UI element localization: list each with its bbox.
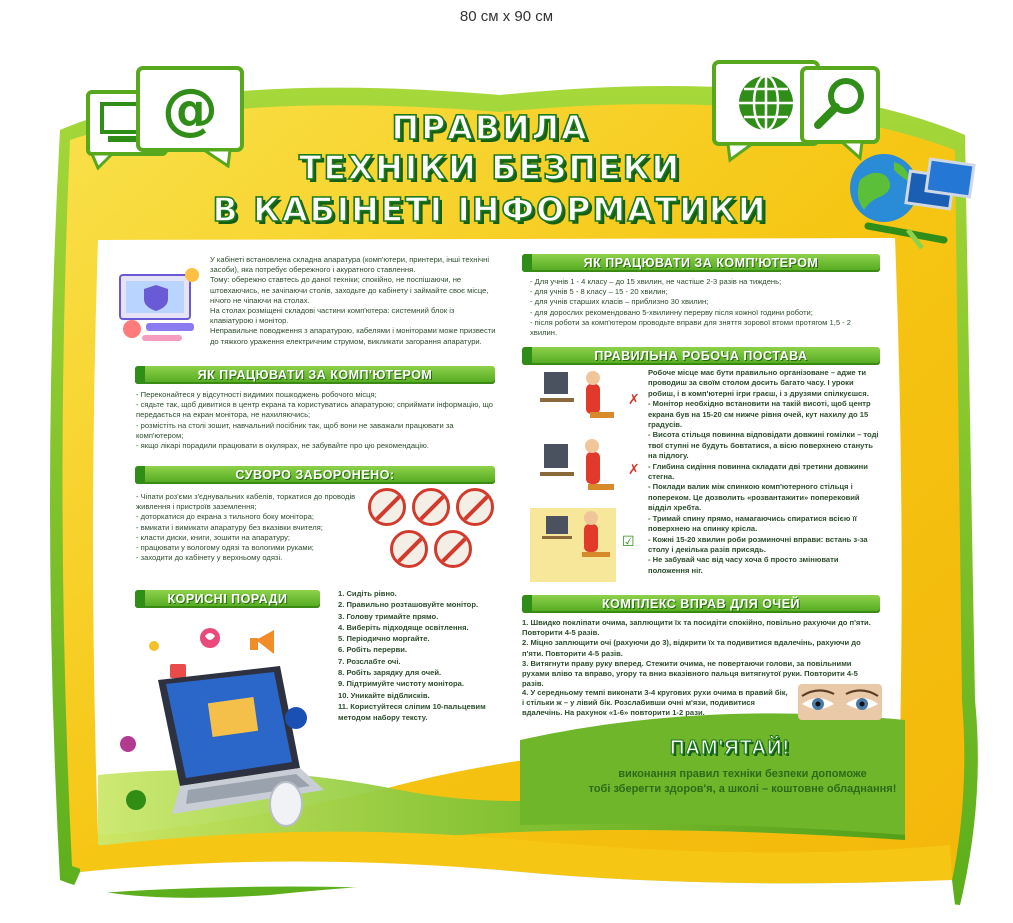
prohibition-sign-icon — [412, 488, 450, 526]
title-line-3: В КАБІНЕТІ ІНФОРМАТИКИ — [212, 190, 768, 229]
list-item: 4. Виберіть підходяще освітлення. — [338, 622, 469, 632]
svg-text:☑: ☑ — [622, 534, 635, 550]
eyes-list-bottom — [522, 688, 790, 719]
work-right-list — [530, 277, 880, 338]
computer-security-illustration — [112, 257, 204, 347]
section-title-forbidden: СУВОРО ЗАБОРОНЕНО: — [135, 466, 495, 484]
svg-text:✗: ✗ — [628, 392, 640, 408]
list-item: - Глибина сидіння повинна складати дві третини довжини стегна. — [648, 461, 868, 482]
intro-paragraph: У кабінеті встановлена складна апаратура (комп'ютери, принтери, інші технічні засоби), яка потребує обережного і акуратного ставлення. — [210, 255, 490, 275]
intro-paragraph: Тому: обережно ставтесь до даної техніки; спокійно, не поспішаючи, не штовхаючись, не зачіпаючи столів, заходьте до кабінету і займайте своє місце, нічого не чіпаючи на столах. — [210, 275, 489, 305]
list-item: 9. Підтримуйте чистоту монітора. — [338, 679, 465, 689]
svg-text:✗: ✗ — [628, 462, 640, 478]
prohibition-sign-icon — [456, 488, 494, 526]
list-item: 2. Міцно заплющити очі (рахуючи до 3), відкрити їх та подивитися вдалечінь, рахуючи до п'яти. Повторити 4-5 разів. — [522, 638, 861, 658]
intro-paragraph: Неправильне поводження з апаратурою, кабелями і моніторами може призвести до тяжкого ураження електричним струмом, викликати загорання апаратури. — [210, 326, 496, 346]
list-item: - Для учнів 1 - 4 класу – до 15 хвилин, не частіше 2-3 разів на тиждень; — [530, 277, 782, 286]
list-item: - заходити до кабінету у верхньому одязі. — [136, 553, 283, 563]
list-item: 3. Голову тримайте прямо. — [338, 611, 439, 621]
section-title-tips: КОРИСНІ ПОРАДИ — [135, 590, 320, 608]
title-line-1: ПРАВИЛА — [391, 108, 589, 147]
list-item: - Не забувай час від часу хоча б просто змінювати положення ніг. — [648, 555, 839, 575]
list-item: - для дорослих рекомендовано 5-хвилинну перерву після кожної години роботи; — [530, 307, 813, 317]
list-item: - доторкатися до екрана з тильного боку монітора; — [136, 512, 314, 522]
list-item: 6. Робіть перерви. — [338, 645, 408, 655]
list-item: 2. Правильно розташовуйте монітор. — [338, 600, 479, 610]
list-item: - класти диски, книги, зошити на апаратуру; — [136, 532, 291, 542]
list-item: - розмістіть на столі зошит, навчальний посібник так, щоб вони не заважали працювати за комп'ютером; — [136, 420, 454, 440]
list-item: - вмикати і вимикати апаратуру без вказівки вчителя; — [136, 522, 323, 532]
laptop-illustration — [110, 618, 340, 828]
title-line-2: ТЕХНІКИ БЕЗПЕКИ — [298, 148, 682, 187]
list-item: 1. Швидко покліпати очима, заплющити їх та посидіти спокійно, повільно рахуючи до п'яти. Повторити 4-5 разів. — [522, 618, 871, 638]
forbidden-list — [136, 492, 366, 563]
list-item: 10. Уникайте відблисків. — [338, 690, 430, 700]
list-item: 5. Періодично моргайте. — [338, 634, 430, 644]
intro-paragraph: На столах розміщені складові частини комп'ютера: системний блок із клавіатурою і монітор. — [210, 306, 455, 326]
list-item: Робоче місце має бути правильно організоване – адже ти проводиш за своїм столом досить багато часу. І уроки робиш, і в комп'ютерні ігри граєш, і з друзями спілкуєшся. — [648, 368, 869, 398]
eyes-photo — [798, 684, 882, 720]
section-title-posture: ПРАВИЛЬНА РОБОЧА ПОСТАВА — [522, 347, 880, 365]
list-item: - Монітор необхідно встановити на такій висоті, щоб центр екрана був на 15-20 см нижче рівня очей, кут нахилу до 15 градусів. — [648, 399, 871, 430]
prohibition-sign-icon — [368, 488, 406, 526]
posture-illustration — [530, 368, 640, 584]
section-title-work-right: ЯК ПРАЦЮВАТИ ЗА КОМП'ЮТЕРОМ — [522, 254, 880, 272]
prohibition-sign-icon — [434, 530, 472, 568]
section-title-work-left: ЯК ПРАЦЮВАТИ ЗА КОМП'ЮТЕРОМ — [135, 366, 495, 384]
remember-title: ПАМ'ЯТАЙ! — [669, 737, 791, 759]
list-item: - Чіпати роз'єми з'єднувальних кабелів, торкатися до проводів живлення і пристроїв заземлення; — [136, 492, 356, 512]
size-label: 80 см х 90 см — [459, 8, 554, 25]
list-item: - Переконайтеся у відсутності видимих пошкоджень робочого місця; — [136, 390, 377, 399]
intro-text — [210, 255, 498, 347]
list-item: - Тримай спину прямо, намагаючись спиратися всією її поверхнею на спинку крісла. — [648, 513, 857, 534]
list-item: 1. Сидіть рівно. — [338, 589, 397, 598]
list-item: - для учнів 5 - 8 класу – 15 - 20 хвилин; — [530, 287, 668, 297]
list-item: - Поклади валик між спинкою комп'ютерного стільця і попереком. Це дозволить «розвантажити» поперековий відділ хребта. — [648, 482, 860, 513]
work-left-list — [136, 390, 496, 451]
remember-text — [560, 767, 925, 797]
list-item: 7. Розслабте очі. — [338, 656, 401, 666]
list-item: - Кожні 15-20 хвилин роби розминочні вправи: встань з-за столу і декілька разів присядь. — [648, 534, 868, 554]
tips-list — [338, 588, 496, 724]
posture-list — [648, 368, 880, 576]
computer-globe-icon — [848, 148, 978, 252]
remember-line: виконання правил техніки безпеки допоможе — [618, 768, 867, 780]
section-title-eyes: КОМПЛЕКС ВПРАВ ДЛЯ ОЧЕЙ — [522, 595, 880, 613]
list-item: 4. У середньому темпі виконати 3-4 кругових рухи очима в правий бік, і стільки ж – у лівий бік. Розслабивши очні м'язи, подивитися вдалечінь. На рахунок «1-6» повторити 1-2 рази. — [522, 688, 788, 718]
list-item: - Висота стільця повинна відповідати довжині гомілки – тоді твої ступні не будуть бовтатися, а вісю поверхнею стануть на підлогу. — [648, 430, 879, 461]
list-item: - сядьте так, щоб дивитися в центр екрана та користуватись апаратурою; сприймати інформацію, що передається на екран монітора, не нахиляючись; — [136, 400, 494, 420]
list-item: 8. Робіть зарядку для очей. — [338, 668, 442, 678]
list-item: 11. Користуйтеся сліпим 10-пальцевим методом набору тексту. — [338, 701, 486, 723]
remember-line: тобі зберегти здоров'я, а школі – коштовне обладнання! — [588, 783, 897, 795]
list-item: 3. Витягнути праву руку вперед. Стежити очима, не повертаючи голови, за повільними рухами вліво та вправо, угору та вниз вказівного пальця витягнутої руки. Повторити 4-5 разів. — [522, 658, 858, 689]
list-item: - працювати у вологому одязі та вологими руками; — [136, 543, 314, 553]
prohibition-sign-icon — [390, 530, 428, 568]
eyes-list-top — [522, 618, 880, 689]
svg-text:@: @ — [162, 77, 218, 142]
list-item: - для учнів старших класів – приблизно 30 хвилин; — [530, 297, 709, 307]
list-item: - якщо лікарі порадили працювати в окулярах, не забувайте про цю рекомендацію. — [136, 441, 429, 451]
list-item: - після роботи за комп'ютером проводьте вправи для зняття зорової втоми протягом 1,5 - 2 хвилин. — [530, 317, 852, 338]
